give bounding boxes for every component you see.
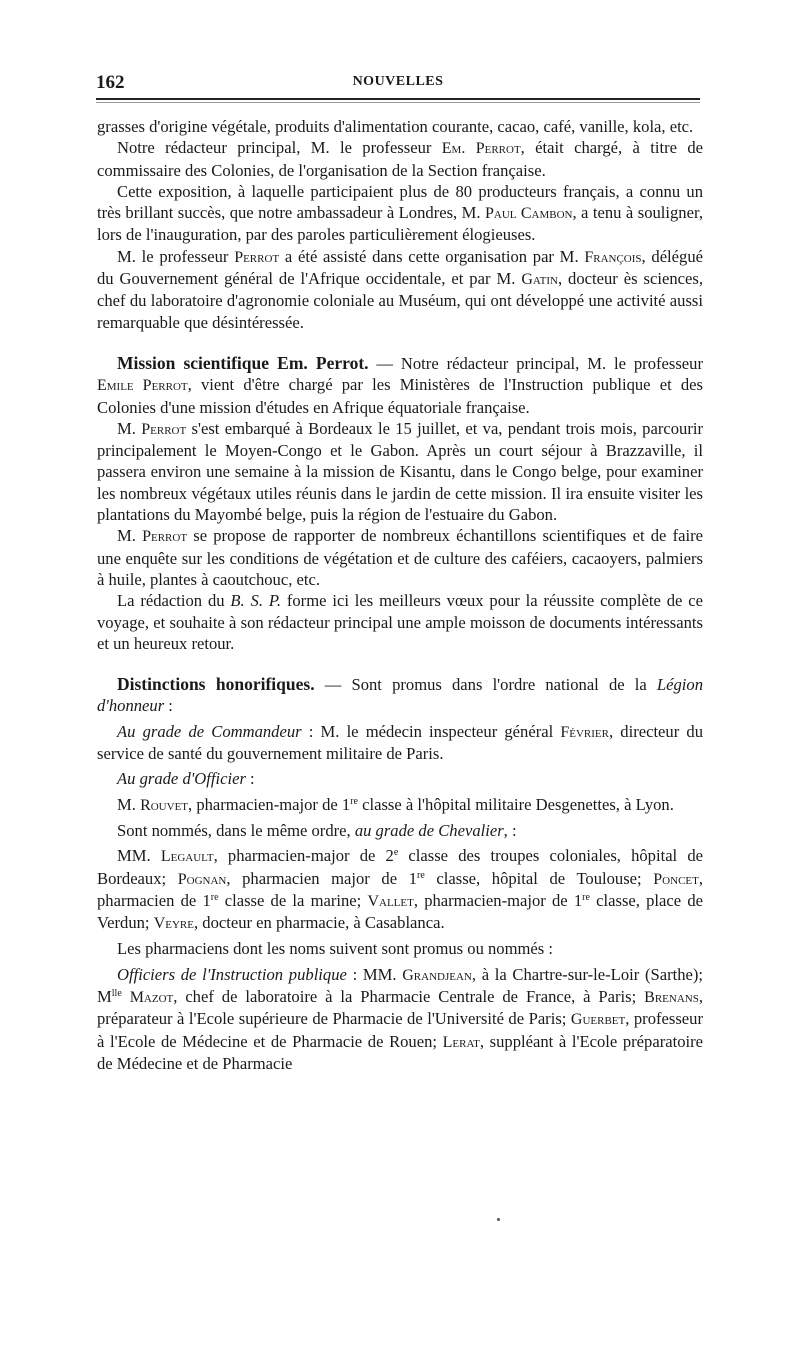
running-title: NOUVELLES (352, 74, 444, 89)
body-text (97, 116, 703, 1074)
paragraph-officier: M. Rouvet, pharmacien-major de 1re classe à l'hôpital militaire Desgenettes, à Lyon. (117, 794, 674, 814)
header-rule-thin (96, 102, 700, 103)
section-distinctions: Distinctions honorifiques. — Sont promus dans l'ordre national de la Légion d'honneur : (97, 674, 704, 716)
paragraph-chevalier: Sont nommés, dans le même ordre, au grade de Chevalier, : (117, 820, 517, 840)
paragraph-pharmaciens-intro: Les pharmaciens dont les noms suivent sont promus ou nommés : (117, 939, 553, 959)
page-number: 162 (96, 72, 125, 93)
section-heading-mission: Mission scientifique Em. Perrot. (117, 352, 369, 373)
paragraph-chevalier-list: MM. Legault, pharmacien-major de 2e classe des troupes coloniales, hôpital de Bordeaux; Pognan, pharmacien major de 1re classe, hôpital de Toulouse; Poncet, pharmacien de 1re classe de la marine; Vallet, pharmacien-major de 1re classe, place de Verdun; Veyre, docteur en pharmacie, à Casablanca. (97, 846, 703, 933)
paragraph-redacteur: Notre rédacteur principal, M. le professeur Em. Perrot, était chargé, à titre de commissaire des Colonies, de l'organisation de la Section française. (97, 138, 703, 180)
section-heading-distinctions: Distinctions honorifiques. (117, 674, 315, 695)
paragraph-pharmaciens-list: Officiers de l'Instruction publique : MM. Grandjean, à la Chartre-sur-le-Loir (Sarthe); $M^{lle}$ Mazot, chef de laboratoire à la Pharmacie Centrale de France, à Paris; Brenans, préparateur à l'Ecole supérieure de Pharmacie de l'Université de Paris; Guerbet, professeur à l'Ecole de Médecine et de Pharmacie de Rouen; Lerat, suppléant à l'Ecole préparatoire de Médecine et de Pharmacie (97, 964, 704, 1073)
paragraph-echantillons: M. Perrot se propose de rapporter de nombreux échantillons scientifiques et de faire une enquête sur les conditions de végétation et de culture des caféiers, cacaoyers, palmiers à huile, plantes à caoutchouc, etc. (97, 526, 703, 589)
paragraph-organisation: M. le professeur Perrot a été assisté dans cette organisation par M. François, délégué du Gouvernement général de l'Afrique occidentale, et par M. Gatin, docteur ès sciences, chef du laboratoire d'agronomie coloniale au Muséum, qui ont développé une activité aussi remarquable que désintéressée. (97, 246, 703, 332)
print-speck (497, 1218, 500, 1221)
section-mission: Mission scientifique Em. Perrot. — Notre rédacteur principal, M. le professeur Emile Perrot, vient d'être chargé par les Ministères de l'Instruction publique et des Colonies d'une mission d'études en Afrique équatoriale française. (97, 352, 703, 417)
paragraph-officier-label: Au grade d'Officier : (117, 769, 255, 789)
paragraph-itineraire: M. Perrot s'est embarqué à Bordeaux le 15 juillet, et va, pendant trois mois, parcourir principalement le Moyen-Congo et le Gabon. Après un court séjour à Brazzaville, il passera environ une semaine à la mission de Kisantu, dans le Congo belge, pour examiner les nombreux végétaux utiles réunis dans le jardin de cette mission. Il ira ensuite visiter les plantations du Mayombé belge, puis la région de l'estuaire du Gabon. (97, 418, 703, 525)
paragraph-continuation: grasses d'origine végétale, produits d'alimentation courante, cacao, café, vanille, kola, etc. (97, 117, 694, 136)
header-rule (96, 98, 700, 100)
running-head (96, 72, 700, 94)
paragraph-commandeur: Au grade de Commandeur : M. le médecin inspecteur général Février, directeur du service de santé du gouvernement militaire de Paris. (97, 721, 703, 764)
paragraph-exposition: Cette exposition, à laquelle participaient plus de 80 producteurs français, a connu un très brillant succès, que notre ambassadeur à Londres, M. Paul Cambon, a tenu à souligner, lors de l'inauguration, par des paroles particulièrement élogieuses. (97, 181, 703, 245)
paragraph-voeux: La rédaction du B. S. P. forme ici les meilleurs vœux pour la réussite complète de ce voyage, et souhaite à son rédacteur principal une ample moisson de documents intéressants et un heureux retour. (97, 591, 703, 653)
